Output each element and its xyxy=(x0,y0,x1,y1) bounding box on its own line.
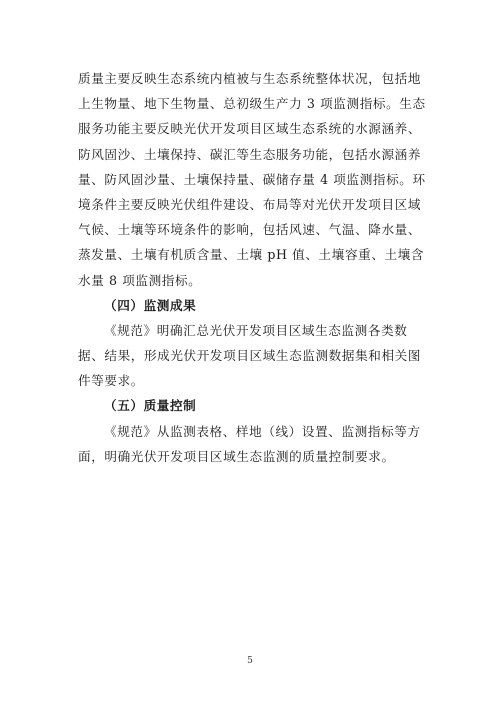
text-line: 据、结果，形成光伏开发项目区域生态监测数据集和相关图 xyxy=(78,348,422,364)
text-line: 防风固沙、土壤保持、碳汇等生态服务功能，包括水源涵养 xyxy=(78,146,422,162)
text-line: 量、防风固沙量、土壤保持量、碳储存量 4 项监测指标。环 xyxy=(78,171,426,187)
text-line: 《规范》从监测表格、样地（线）设置、监测指标等方 xyxy=(104,423,421,439)
section-heading-quality-control: （五）质量控制 xyxy=(104,398,197,414)
text-line: 境条件主要反映光伏组件建设、布局等对光伏开发项目区域 xyxy=(78,196,422,212)
text-line: 上生物量、地下生物量、总初级生产力 3 项监测指标。生态 xyxy=(78,96,426,112)
page-number: 5 xyxy=(247,656,253,666)
paragraph-monitoring-results xyxy=(78,318,430,394)
text-line: 服务功能主要反映光伏开发项目区域生态系统的水源涵养、 xyxy=(78,121,422,137)
section-heading-monitoring-results: （四）监测成果 xyxy=(104,297,197,313)
text-line: 水量 8 项监测指标。 xyxy=(78,272,202,288)
text-line: 件等要求。 xyxy=(78,373,144,389)
text-line: 气候、土壤等环境条件的影响，包括风速、气温、降水量、 xyxy=(78,222,422,238)
text-line: 面，明确光伏开发项目区域生态监测的质量控制要求。 xyxy=(78,448,395,464)
text-line: 蒸发量、土壤有机质含量、土壤 pH 值、土壤容重、土壤含 xyxy=(78,247,425,263)
page-body xyxy=(78,66,430,469)
paragraph-ecosystem-indicators xyxy=(78,66,430,293)
text-line: 《规范》明确汇总光伏开发项目区域生态监测各类数 xyxy=(104,322,408,338)
text-line: 质量主要反映生态系统内植被与生态系统整体状况，包括地 xyxy=(78,71,422,86)
paragraph-quality-control xyxy=(78,419,430,469)
